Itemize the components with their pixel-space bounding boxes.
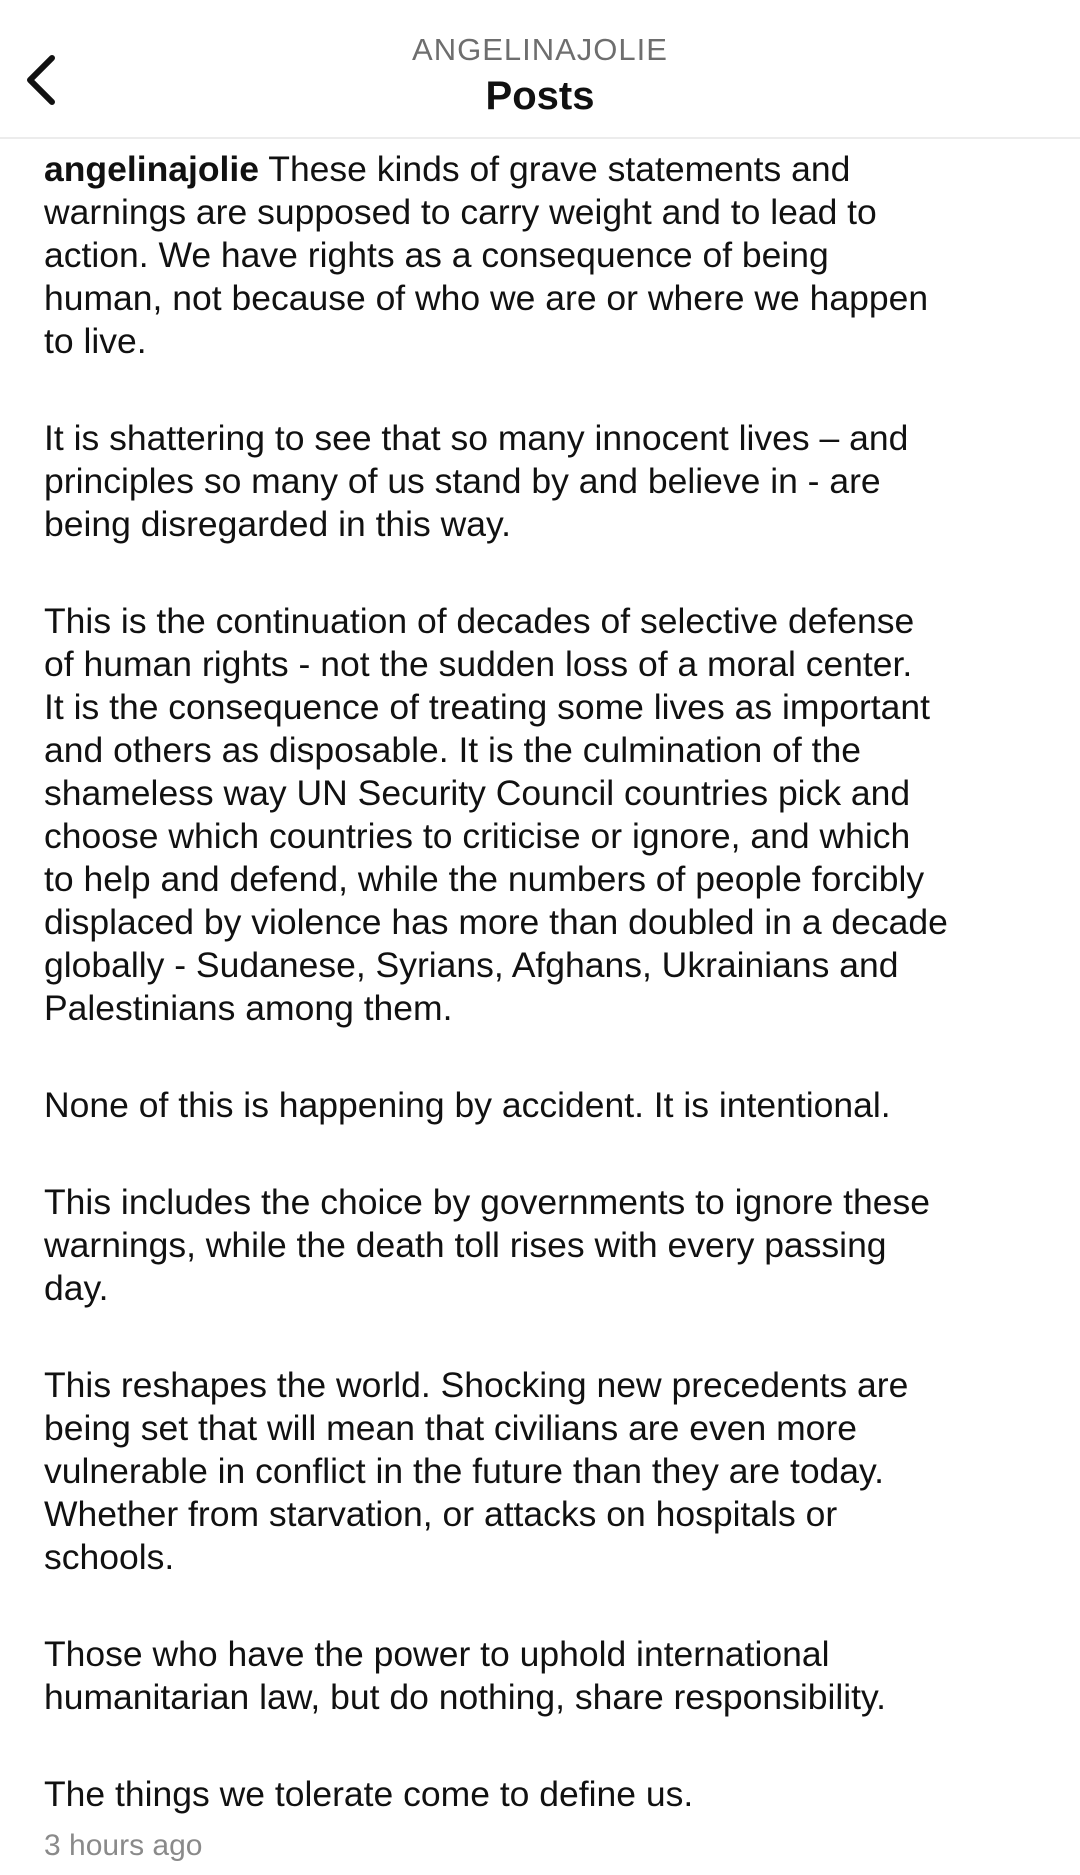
page-title: Posts xyxy=(485,74,595,118)
top-nav-bar xyxy=(0,0,1080,139)
username-link[interactable]: angelinajolie xyxy=(44,149,260,189)
caption-paragraph: None of this is happening by accident. It is intentional. xyxy=(44,1085,891,1125)
caption-paragraph: This reshapes the world. Shocking new precedents are being set that will mean that civilians are even more vulnerable in conflict in the future than they are today. Whether from starvation, or attacks on hospitals or schools. xyxy=(44,1365,909,1577)
caption-paragraph: This includes the choice by governments to ignore these warnings, while the death toll rises with every passing day. xyxy=(44,1182,931,1308)
caption-paragraph: This is the continuation of decades of selective defense of human rights - not the sudden loss of a moral center. It is the consequence of treating some lives as important and others as disposable. It is the culmination of the shameless way UN Security Council countries pick and choose which countries to criticise or ignore, and which to help and defend, while the numbers of people forcibly displaced by violence has more than doubled in a decade globally - Sudanese, Syrians, Afghans, Ukrainians and Palestinians among them. xyxy=(44,601,948,1028)
caption-paragraph xyxy=(44,148,1054,363)
post-caption xyxy=(44,148,1054,1866)
caption-paragraph: Those who have the power to uphold international humanitarian law, but do nothing, share responsibility. xyxy=(44,1634,886,1717)
post-timestamp: 3 hours ago xyxy=(44,1829,203,1862)
caption-text: These kinds of grave statements and warnings are supposed to carry weight and to lead to action. We have rights as a consequence of being human, not because of who we are or where we happen to live. xyxy=(44,149,929,361)
caption-paragraph: It is shattering to see that so many innocent lives – and principles so many of us stand by and believe in - are being disregarded in this way. xyxy=(44,418,909,544)
account-name: ANGELINAJOLIE xyxy=(412,32,668,67)
caption-paragraph: The things we tolerate come to define us. xyxy=(44,1774,694,1814)
